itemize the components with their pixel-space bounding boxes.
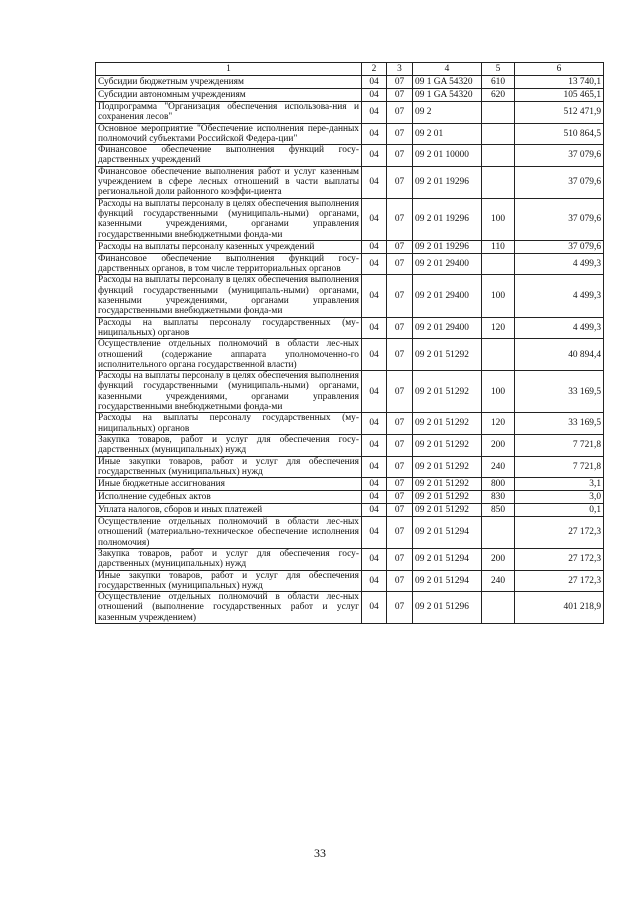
row-subsection-cell: 07 [387, 504, 413, 517]
row-name-cell: Основное мероприятие "Обеспечение исполнения пере-данных полномочий субъектами Российской Федера-ции" [96, 123, 362, 145]
row-subsection-cell: 07 [387, 434, 413, 456]
row-expense-type-cell [482, 166, 515, 198]
row-name-cell: Расходы на выплаты персоналу государственных (му-ниципальных) органов [96, 317, 362, 339]
row-name-cell: Закупка товаров, работ и услуг для обеспечения госу-дарственных (муниципальных) нужд [96, 434, 362, 456]
row-subsection-cell: 07 [387, 198, 413, 240]
row-target-article-cell: 09 2 01 19296 [413, 166, 482, 198]
row-section-cell: 04 [362, 434, 387, 456]
table-row [96, 592, 604, 624]
row-expense-type-cell [482, 123, 515, 145]
row-expense-type-cell: 830 [482, 491, 515, 504]
row-amount-cell: 7 721,8 [515, 456, 604, 478]
table-row [96, 123, 604, 145]
row-expense-type-cell: 110 [482, 240, 515, 253]
row-subsection-cell: 07 [387, 413, 413, 435]
table-row [96, 76, 604, 89]
row-name-cell: Подпрограмма "Организация обеспечения использова-ния и сохранения лесов" [96, 102, 362, 124]
header-cell-1: 1 [96, 63, 362, 76]
table-row [96, 275, 604, 317]
row-name-cell: Расходы на выплаты персоналу казенных учреждений [96, 240, 362, 253]
row-target-article-cell: 09 2 01 51294 [413, 517, 482, 549]
table-row [96, 491, 604, 504]
row-section-cell: 04 [362, 491, 387, 504]
row-amount-cell: 37 079,6 [515, 166, 604, 198]
table-row [96, 198, 604, 240]
row-target-article-cell: 09 1 GA 54320 [413, 76, 482, 89]
row-subsection-cell: 07 [387, 592, 413, 624]
row-target-article-cell: 09 2 01 29400 [413, 253, 482, 275]
row-section-cell: 04 [362, 339, 387, 371]
row-expense-type-cell: 100 [482, 198, 515, 240]
table-row [96, 413, 604, 435]
row-name-cell: Расходы на выплаты персоналу в целях обеспечения выполнения функций государственными (муниципаль-ными) органами, казенными учреждениями, органами управления государственными внебюджетными фонда-ми [96, 371, 362, 413]
row-section-cell: 04 [362, 371, 387, 413]
row-subsection-cell: 07 [387, 491, 413, 504]
row-amount-cell: 27 172,3 [515, 517, 604, 549]
row-amount-cell: 105 465,1 [515, 89, 604, 102]
row-target-article-cell: 09 2 01 29400 [413, 317, 482, 339]
page-number: 33 [314, 846, 326, 860]
row-section-cell: 04 [362, 548, 387, 570]
row-name-cell: Исполнение судебных актов [96, 491, 362, 504]
table-row [96, 339, 604, 371]
row-name-cell: Расходы на выплаты персоналу в целях обеспечения выполнения функций государственными (муниципаль-ными) органами, казенными учреждениями, органами управления государственными внебюджетными фонда-ми [96, 198, 362, 240]
row-section-cell: 04 [362, 166, 387, 198]
header-row [96, 63, 604, 76]
row-subsection-cell: 07 [387, 275, 413, 317]
row-section-cell: 04 [362, 275, 387, 317]
row-amount-cell: 13 740,1 [515, 76, 604, 89]
row-amount-cell: 7 721,8 [515, 434, 604, 456]
row-expense-type-cell: 800 [482, 478, 515, 491]
row-expense-type-cell: 100 [482, 371, 515, 413]
table-row [96, 317, 604, 339]
table-row [96, 371, 604, 413]
row-amount-cell: 3,1 [515, 478, 604, 491]
row-section-cell: 04 [362, 240, 387, 253]
row-subsection-cell: 07 [387, 517, 413, 549]
row-name-cell: Осуществление отдельных полномочий в области лес-ных отношений (содержание аппарата уполномоченно-го исполнительного органа государственной власти) [96, 339, 362, 371]
row-section-cell: 04 [362, 592, 387, 624]
row-name-cell: Осуществление отдельных полномочий в области лес-ных отношений (выполнение государственных работ и услуг казенным учреждением) [96, 592, 362, 624]
row-name-cell: Расходы на выплаты персоналу в целях обеспечения выполнения функций государственными (муниципаль-ными) органами, казенными учреждениями, органами управления государственными внебюджетными фонда-ми [96, 275, 362, 317]
row-target-article-cell: 09 2 01 51292 [413, 491, 482, 504]
row-name-cell: Финансовое обеспечение выполнения функций госу-дарственных органов, в том числе территориальных органов [96, 253, 362, 275]
row-subsection-cell: 07 [387, 317, 413, 339]
header-cell-6: 6 [515, 63, 604, 76]
row-section-cell: 04 [362, 102, 387, 124]
row-subsection-cell: 07 [387, 240, 413, 253]
row-target-article-cell: 09 2 01 51292 [413, 504, 482, 517]
row-section-cell: 04 [362, 76, 387, 89]
row-target-article-cell: 09 2 01 19296 [413, 240, 482, 253]
row-expense-type-cell: 100 [482, 275, 515, 317]
row-name-cell: Расходы на выплаты персоналу государственных (му-ниципальных) органов [96, 413, 362, 435]
row-target-article-cell: 09 2 01 51292 [413, 456, 482, 478]
row-section-cell: 04 [362, 478, 387, 491]
row-name-cell: Финансовое обеспечение выполнения работ и услуг казенным учреждением в сфере лесных отношений в части выплаты региональной доли районного коэффи-циента [96, 166, 362, 198]
row-target-article-cell: 09 2 01 51294 [413, 570, 482, 592]
row-target-article-cell: 09 2 [413, 102, 482, 124]
row-subsection-cell: 07 [387, 548, 413, 570]
table-row [96, 240, 604, 253]
row-section-cell: 04 [362, 456, 387, 478]
row-expense-type-cell [482, 253, 515, 275]
row-section-cell: 04 [362, 198, 387, 240]
table-row [96, 166, 604, 198]
row-expense-type-cell: 120 [482, 413, 515, 435]
row-target-article-cell: 09 2 01 29400 [413, 275, 482, 317]
row-amount-cell: 37 079,6 [515, 198, 604, 240]
row-target-article-cell: 09 1 GA 54320 [413, 89, 482, 102]
row-expense-type-cell [482, 592, 515, 624]
row-amount-cell: 510 864,5 [515, 123, 604, 145]
row-amount-cell: 4 499,3 [515, 253, 604, 275]
table-row [96, 517, 604, 549]
row-expense-type-cell: 850 [482, 504, 515, 517]
row-subsection-cell: 07 [387, 166, 413, 198]
row-target-article-cell: 09 2 01 51292 [413, 478, 482, 491]
row-target-article-cell: 09 2 01 51294 [413, 548, 482, 570]
row-name-cell: Иные закупки товаров, работ и услуг для обеспечения государственных (муниципальных) нужд [96, 456, 362, 478]
row-section-cell: 04 [362, 413, 387, 435]
row-name-cell: Закупка товаров, работ и услуг для обеспечения госу-дарственных (муниципальных) нужд [96, 548, 362, 570]
row-subsection-cell: 07 [387, 102, 413, 124]
row-target-article-cell: 09 2 01 19296 [413, 198, 482, 240]
row-name-cell: Субсидии бюджетным учреждениям [96, 76, 362, 89]
row-target-article-cell: 09 2 01 51296 [413, 592, 482, 624]
row-amount-cell: 27 172,3 [515, 570, 604, 592]
header-cell-5: 5 [482, 63, 515, 76]
table-row [96, 548, 604, 570]
row-section-cell: 04 [362, 253, 387, 275]
row-expense-type-cell [482, 339, 515, 371]
row-subsection-cell: 07 [387, 253, 413, 275]
row-subsection-cell: 07 [387, 145, 413, 167]
row-amount-cell: 27 172,3 [515, 548, 604, 570]
row-amount-cell: 40 894,4 [515, 339, 604, 371]
row-subsection-cell: 07 [387, 339, 413, 371]
table-row [96, 102, 604, 124]
row-target-article-cell: 09 2 01 51292 [413, 413, 482, 435]
row-name-cell: Субсидии автономным учреждениям [96, 89, 362, 102]
table-row [96, 89, 604, 102]
row-target-article-cell: 09 2 01 10000 [413, 145, 482, 167]
row-section-cell: 04 [362, 123, 387, 145]
row-name-cell: Уплата налогов, сборов и иных платежей [96, 504, 362, 517]
row-expense-type-cell [482, 145, 515, 167]
row-section-cell: 04 [362, 89, 387, 102]
row-subsection-cell: 07 [387, 371, 413, 413]
row-amount-cell: 37 079,6 [515, 145, 604, 167]
table-row [96, 456, 604, 478]
row-section-cell: 04 [362, 517, 387, 549]
row-section-cell: 04 [362, 317, 387, 339]
table-row [96, 504, 604, 517]
row-subsection-cell: 07 [387, 478, 413, 491]
table-row [96, 478, 604, 491]
table-row [96, 434, 604, 456]
table-row [96, 570, 604, 592]
row-amount-cell: 37 079,6 [515, 240, 604, 253]
row-amount-cell: 512 471,9 [515, 102, 604, 124]
row-expense-type-cell: 200 [482, 548, 515, 570]
row-target-article-cell: 09 2 01 51292 [413, 371, 482, 413]
row-target-article-cell: 09 2 01 [413, 123, 482, 145]
row-subsection-cell: 07 [387, 89, 413, 102]
row-name-cell: Иные закупки товаров, работ и услуг для обеспечения государственных (муниципальных) нужд [96, 570, 362, 592]
row-expense-type-cell: 200 [482, 434, 515, 456]
header-cell-2: 2 [362, 63, 387, 76]
row-subsection-cell: 07 [387, 123, 413, 145]
row-expense-type-cell [482, 102, 515, 124]
row-subsection-cell: 07 [387, 76, 413, 89]
header-cell-3: 3 [387, 63, 413, 76]
row-expense-type-cell [482, 517, 515, 549]
row-section-cell: 04 [362, 145, 387, 167]
row-expense-type-cell: 120 [482, 317, 515, 339]
row-target-article-cell: 09 2 01 51292 [413, 339, 482, 371]
table-row [96, 145, 604, 167]
row-amount-cell: 33 169,5 [515, 413, 604, 435]
row-amount-cell: 4 499,3 [515, 275, 604, 317]
row-expense-type-cell: 240 [482, 456, 515, 478]
row-name-cell: Иные бюджетные ассигнования [96, 478, 362, 491]
row-subsection-cell: 07 [387, 570, 413, 592]
row-subsection-cell: 07 [387, 456, 413, 478]
row-amount-cell: 0,1 [515, 504, 604, 517]
table-row [96, 253, 604, 275]
row-section-cell: 04 [362, 504, 387, 517]
row-amount-cell: 4 499,3 [515, 317, 604, 339]
row-expense-type-cell: 610 [482, 76, 515, 89]
row-name-cell: Финансовое обеспечение выполнения функций госу-дарственных учреждений [96, 145, 362, 167]
row-target-article-cell: 09 2 01 51292 [413, 434, 482, 456]
row-section-cell: 04 [362, 570, 387, 592]
row-name-cell: Осуществление отдельных полномочий в области лес-ных отношений (материально-техническое обеспечение исполнения полномочия) [96, 517, 362, 549]
table-body [96, 63, 604, 624]
budget-table [95, 62, 604, 624]
row-amount-cell: 3,0 [515, 491, 604, 504]
header-cell-4: 4 [413, 63, 482, 76]
row-amount-cell: 401 218,9 [515, 592, 604, 624]
row-expense-type-cell: 620 [482, 89, 515, 102]
row-expense-type-cell: 240 [482, 570, 515, 592]
row-amount-cell: 33 169,5 [515, 371, 604, 413]
